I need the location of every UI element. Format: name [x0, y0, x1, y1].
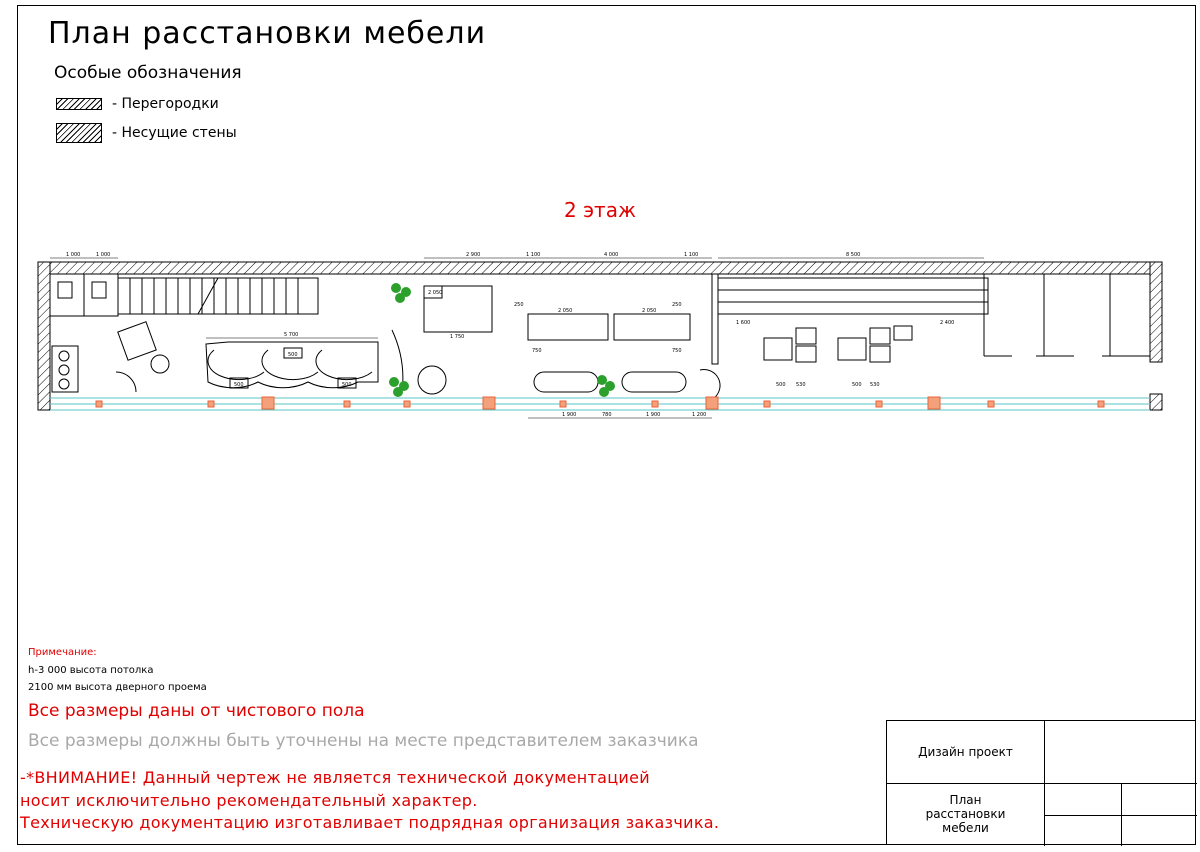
floor-label: 2 этаж — [564, 198, 636, 222]
dim-bot-3: 1 900 — [646, 412, 661, 418]
facade-glazing-line — [50, 398, 1150, 410]
dim-int-15: 2 400 — [940, 320, 955, 326]
dim-int-13: 750 — [672, 348, 682, 354]
dim-int-12: 750 — [532, 348, 542, 354]
dim-int-16: 500 — [776, 382, 786, 388]
title-block-project: Дизайн проект — [918, 745, 1013, 759]
dim-top-1: 1 000 — [66, 252, 81, 258]
dim-int-8: 2 050 — [558, 308, 573, 314]
warning-line-2: носит исключительно рекомендательный характер. — [20, 791, 478, 810]
dim-int-9: 2 050 — [642, 308, 657, 314]
dim-int-2: 500 — [288, 352, 298, 358]
warning-line-1: -*ВНИМАНИЕ! Данный чертеж не является технической документацией — [20, 768, 650, 787]
dim-top-7: 8 500 — [846, 252, 861, 258]
note-door-height: 2100 мм высота дверного проема — [28, 682, 207, 693]
dim-int-14: 1 600 — [736, 320, 751, 326]
legend-heading: Особые обозначения — [54, 63, 242, 83]
dim-top-2: 1 000 — [96, 252, 111, 258]
verify-on-site-notice: Все размеры должны быть уточнены на месте представителем заказчика — [28, 731, 699, 751]
dim-int-6: 2 050 — [428, 290, 443, 296]
sheet-name-line-2: расстановки — [925, 807, 1006, 821]
dim-int-3: 500 — [234, 382, 244, 388]
legend-partitions-label: - Перегородки — [112, 96, 219, 112]
dim-int-17: 530 — [796, 382, 806, 388]
dim-int-4: 500 — [342, 382, 352, 388]
dim-bot-2: 780 — [602, 412, 612, 418]
warning-line-3: Техническую документацию изготавливает подрядная организация заказчика. — [20, 813, 720, 832]
dim-int-18: 500 — [852, 382, 862, 388]
dim-top-6: 1 100 — [684, 252, 699, 258]
dim-int-1: 5 700 — [284, 332, 299, 338]
sheet-name-line-3: мебели — [942, 821, 989, 835]
dim-top-5: 4 000 — [604, 252, 619, 258]
title-block-sheet-name — [887, 793, 1044, 835]
title-block — [886, 720, 1196, 845]
dim-int-19: 530 — [870, 382, 880, 388]
dim-int-7: 1 750 — [450, 334, 465, 340]
note-ceiling-height: h-3 000 высота потолка — [28, 665, 154, 676]
dim-int-10: 250 — [514, 302, 524, 308]
legend-bearing-walls-label: - Несущие стены — [112, 125, 237, 141]
structural-columns — [96, 397, 1104, 409]
sheet-name-line-1: План — [949, 793, 982, 807]
dim-top-3: 2 900 — [466, 252, 481, 258]
dimensions-from-floor-notice: Все размеры даны от чистового пола — [28, 701, 365, 721]
drawing-title: План расстановки мебели — [48, 16, 487, 51]
dim-bot-4: 1 200 — [692, 412, 707, 418]
dim-bot-1: 1 900 — [562, 412, 577, 418]
dim-int-11: 250 — [672, 302, 682, 308]
notes-heading: Примечание: — [28, 647, 97, 658]
dim-top-4: 1 100 — [526, 252, 541, 258]
bearing-walls — [38, 262, 1162, 410]
